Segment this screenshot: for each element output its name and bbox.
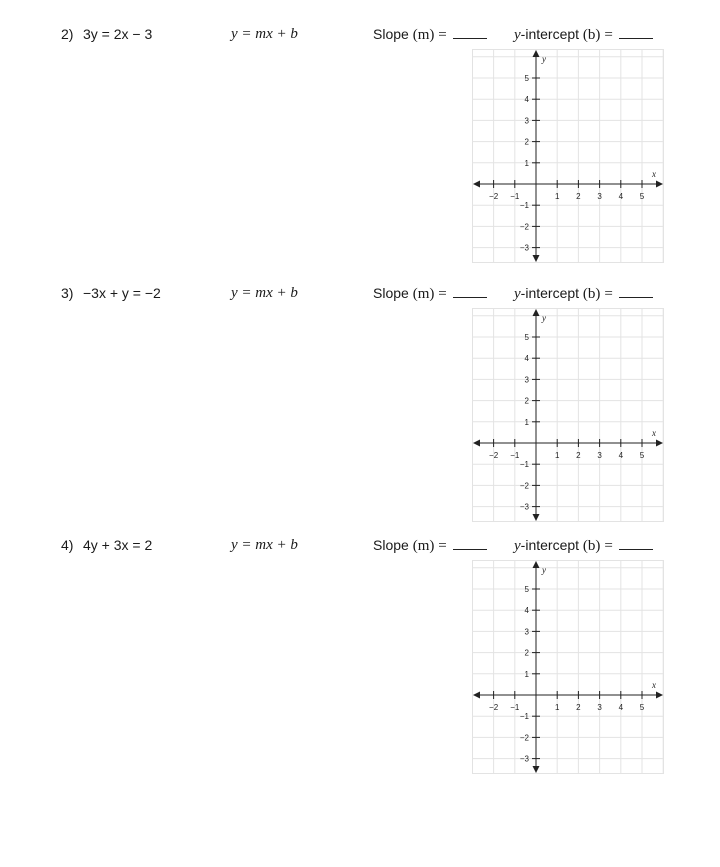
problem-number: 2) bbox=[61, 26, 74, 42]
x-tick-label: 4 bbox=[618, 703, 624, 712]
y-intercept-answer-blank[interactable] bbox=[619, 537, 653, 550]
slope-var: (m) bbox=[412, 27, 435, 43]
x-axis-left-arrow-icon bbox=[473, 440, 480, 447]
x-tick-label: −1 bbox=[510, 192, 520, 201]
slope-label: Slope bbox=[373, 26, 409, 42]
y-tick-label: −1 bbox=[519, 712, 529, 722]
y-tick-label: 1 bbox=[524, 417, 529, 427]
y-tick-label: 4 bbox=[524, 354, 529, 364]
y-axis-name: y bbox=[542, 54, 546, 64]
y-tick-label: 3 bbox=[524, 627, 529, 637]
y-intercept-label: -intercept bbox=[520, 26, 580, 42]
slope-answer-blank[interactable] bbox=[453, 537, 487, 550]
slope-answer-blank[interactable] bbox=[453, 26, 487, 39]
x-tick-label: 1 bbox=[554, 703, 560, 712]
slope-prompt bbox=[373, 25, 487, 44]
y-tick-label: 4 bbox=[524, 606, 529, 616]
x-tick-label: −2 bbox=[489, 192, 499, 201]
problem-3 bbox=[0, 284, 720, 534]
y-tick-label: −1 bbox=[519, 201, 529, 211]
x-axis-name: x bbox=[652, 169, 656, 179]
slope-var: (m) bbox=[412, 538, 435, 554]
slope-label: Slope bbox=[373, 537, 409, 553]
x-tick-label: 4 bbox=[618, 192, 624, 201]
y-axis-bottom-arrow-icon bbox=[533, 255, 540, 262]
y-tick-label: −1 bbox=[519, 460, 529, 470]
x-tick-label: 1 bbox=[554, 192, 560, 201]
y-intercept-prefix: y bbox=[514, 538, 521, 554]
graph-svg bbox=[472, 49, 664, 263]
x-tick-label: 5 bbox=[639, 451, 645, 460]
equals-sign: = bbox=[604, 27, 613, 43]
x-tick-label: −1 bbox=[510, 703, 520, 712]
problem-number: 4) bbox=[61, 537, 74, 553]
y-tick-label: 3 bbox=[524, 375, 529, 385]
y-tick-label: 1 bbox=[524, 669, 529, 679]
y-intercept-prefix: y bbox=[514, 27, 521, 43]
y-intercept-var: (b) bbox=[582, 538, 601, 554]
x-axis-name: x bbox=[652, 680, 656, 690]
problem-equation: −3x + y = −2 bbox=[83, 285, 161, 301]
y-tick-label: −3 bbox=[519, 502, 529, 512]
equals-sign: = bbox=[604, 286, 613, 302]
y-intercept-answer-blank[interactable] bbox=[619, 26, 653, 39]
graph-svg bbox=[472, 308, 664, 522]
x-tick-label: 2 bbox=[576, 192, 581, 201]
x-axis-right-arrow-icon bbox=[656, 181, 663, 188]
x-tick-label: 5 bbox=[639, 703, 645, 712]
y-intercept-var: (b) bbox=[582, 286, 601, 302]
y-axis-name: y bbox=[542, 313, 546, 323]
y-tick-label: 4 bbox=[524, 95, 529, 105]
slope-label: Slope bbox=[373, 285, 409, 301]
problem-equation: 4y + 3x = 2 bbox=[83, 537, 153, 553]
x-axis-right-arrow-icon bbox=[656, 692, 663, 699]
y-tick-label: 5 bbox=[524, 585, 529, 594]
y-axis-bottom-arrow-icon bbox=[533, 514, 540, 521]
x-tick-label: −2 bbox=[489, 703, 499, 712]
y-tick-label: 1 bbox=[524, 158, 529, 168]
y-tick-label: −3 bbox=[519, 754, 529, 764]
y-tick-label: 3 bbox=[524, 116, 529, 126]
y-intercept-prompt bbox=[514, 536, 653, 555]
y-intercept-var: (b) bbox=[582, 27, 601, 43]
x-tick-label: 2 bbox=[576, 703, 581, 712]
y-intercept-label: -intercept bbox=[520, 537, 580, 553]
x-axis-name: x bbox=[652, 428, 656, 438]
equals-sign: = bbox=[604, 538, 613, 554]
x-tick-label: 1 bbox=[554, 451, 560, 460]
grid-border bbox=[473, 561, 664, 774]
slope-intercept-form: y = mx + b bbox=[231, 285, 298, 301]
y-intercept-answer-blank[interactable] bbox=[619, 285, 653, 298]
problem-number: 3) bbox=[61, 285, 74, 301]
coordinate-grid[interactable] bbox=[472, 560, 664, 774]
y-tick-label: 5 bbox=[524, 74, 529, 83]
y-intercept-prefix: y bbox=[514, 286, 521, 302]
y-axis-bottom-arrow-icon bbox=[533, 766, 540, 773]
coordinate-grid[interactable] bbox=[472, 308, 664, 522]
equals-sign: = bbox=[438, 538, 447, 554]
y-tick-label: −2 bbox=[519, 222, 529, 232]
y-tick-label: 2 bbox=[524, 396, 529, 406]
y-intercept-label: -intercept bbox=[520, 285, 580, 301]
x-axis-right-arrow-icon bbox=[656, 440, 663, 447]
problem-equation: 3y = 2x − 3 bbox=[83, 26, 153, 42]
x-tick-label: 3 bbox=[597, 703, 602, 712]
x-tick-label: 3 bbox=[597, 192, 602, 201]
equals-sign: = bbox=[438, 286, 447, 302]
x-axis-left-arrow-icon bbox=[473, 181, 480, 188]
y-tick-label: −2 bbox=[519, 733, 529, 743]
y-tick-label: 5 bbox=[524, 333, 529, 342]
equals-sign: = bbox=[438, 27, 447, 43]
x-tick-label: 3 bbox=[597, 451, 602, 460]
x-tick-label: −1 bbox=[510, 451, 520, 460]
slope-prompt bbox=[373, 284, 487, 303]
x-tick-label: 5 bbox=[639, 192, 645, 201]
y-tick-label: −3 bbox=[519, 243, 529, 253]
slope-var: (m) bbox=[412, 286, 435, 302]
slope-answer-blank[interactable] bbox=[453, 285, 487, 298]
x-tick-label: 4 bbox=[618, 451, 624, 460]
y-tick-label: −2 bbox=[519, 481, 529, 491]
y-tick-label: 2 bbox=[524, 648, 529, 658]
grid-border bbox=[473, 309, 664, 522]
graph-svg bbox=[472, 560, 664, 774]
y-intercept-prompt bbox=[514, 284, 653, 303]
x-axis-left-arrow-icon bbox=[473, 692, 480, 699]
slope-prompt bbox=[373, 536, 487, 555]
y-tick-label: 2 bbox=[524, 137, 529, 147]
grid-border bbox=[473, 50, 664, 263]
y-intercept-prompt bbox=[514, 25, 653, 44]
x-tick-label: 2 bbox=[576, 451, 581, 460]
y-axis-name: y bbox=[542, 565, 546, 575]
x-tick-label: −2 bbox=[489, 451, 499, 460]
coordinate-grid[interactable] bbox=[472, 49, 664, 263]
slope-intercept-form: y = mx + b bbox=[231, 26, 298, 42]
problem-2 bbox=[0, 25, 720, 275]
y-axis-top-arrow-icon bbox=[533, 309, 540, 316]
problem-4 bbox=[0, 536, 720, 786]
slope-intercept-form: y = mx + b bbox=[231, 537, 298, 553]
y-axis-top-arrow-icon bbox=[533, 50, 540, 57]
y-axis-top-arrow-icon bbox=[533, 561, 540, 568]
